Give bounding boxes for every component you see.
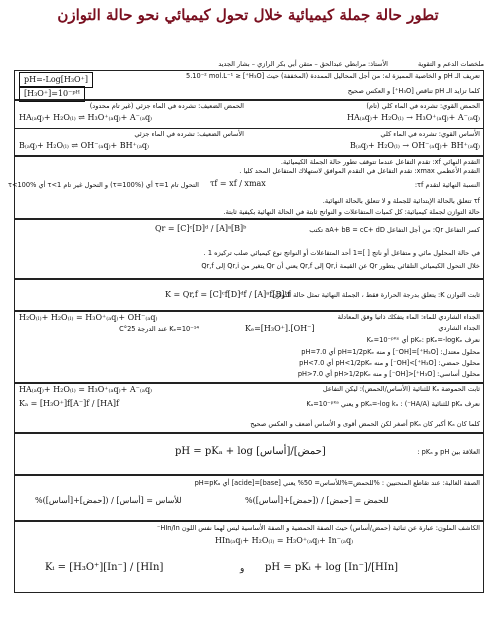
indicator-ph-formula: pH = pKᵢ + log [In⁻]/[HIn] (265, 562, 399, 573)
and-word: و (240, 564, 245, 574)
indicator-equation: HIn₍ₐq₎+ H₂O₍ₗ₎ = H₃O⁺₍ₐq₎+ In⁻₍ₐq₎ (215, 536, 354, 545)
dominant-species: الصفة الغالبة: عند تقاطع المنحنيين : %للحمض=%للأساس= 50% يعني [base]=[acide] أي pH=pKₐ (194, 479, 480, 487)
constant-def: ثابت التوازن K: يتعلق بدرجة الحرارة فقط ، الجملة النهائية تمثل حالة التوازن (271, 291, 480, 299)
ke-label: الجداء الشاردي (438, 324, 480, 332)
equilibrium-state: حالة التوازن لجملة كيميائية: كل كميات المتفاعلات و النواتج ثابتة في الحالة النهائية بكيفية ثابتة. (223, 208, 480, 216)
pke-def: نعرف pKₑ: pKₑ=-logKₑ أي Kₑ=10⁻ᵖᴷᵉ (366, 336, 480, 344)
ph-trend: كلما تزايد الـ pH تناقص [H₃O⁺] و العكس صحيح (347, 87, 480, 95)
henderson-formula: pH = pKₐ + log [أساس]/[حمض] (175, 446, 326, 457)
ke-formula: Kₑ=[H₃O⁺].[OH⁻] (245, 324, 315, 333)
quotient-note-1: في حالة المحلول مائي و متفاعل أو ناتج [ ]=1 أحد المتفاعلات أو النواتج نوع كيميائي صلب تركيزه 1 . (203, 249, 480, 257)
neutral-solution: محلول معتدل: [H₃O⁺]=[OH⁻] و منه pH=1/2pKₑ أي pH=7.0 (301, 348, 480, 356)
ka-def: ثابت الحموضة Kₐ للثنائية (الأساس/الحمض): ليكن التفاعل (322, 385, 480, 393)
constant-formula: K = Qr,f = [C]ᶜf[D]ᵈf / [A]ᵃf[B]ᵇf (165, 290, 291, 299)
basic-solution: محلول أساسي: [H₃O⁺]<[OH⁻] و منه pH>1/2pKₑ أي pH>7.0 (297, 370, 480, 378)
quotient-def: كسر التفاعل Qr: من أجل التفاعل aA+ bB = cC+ dD تكتب (309, 226, 480, 234)
acidic-solution: محلول حمضي: [H₃O⁺]>[OH⁻] و منه pH<1/2pKₑ أي pH<7.0 (299, 359, 480, 367)
ph-definition: pH=-Log[H₃O⁺] (19, 72, 93, 88)
header-info (14, 60, 484, 68)
summary-label: ملخصات الدعم و التقوية (418, 60, 484, 68)
base-percentage: %للأساس = [أساس] / ([حمض]+[أساس]) (35, 496, 182, 505)
acid-percentage: %للحمض = [حمض] / ([حمض]+[أساس]) (245, 496, 389, 505)
pka-def: نعرف pKₐ للثنائية (HA/A⁻) : pKₐ=-log kₐ و يعني Kₐ=10⁻ᵖᴷᵃ (306, 400, 480, 408)
tau-dependence: τf تتعلق بالحالة الإبتدائية للجملة و لا تتعلق بالحالة النهائية. (322, 197, 480, 205)
ka-equation: HA₍ₐq₎+ H₂O₍ₗ₎ = H₃O⁺₍ₐq₎+ A⁻₍ₐq₎ (19, 385, 153, 394)
final-advancement: التقدم النهائي xf: تقدم التفاعل عندما تتوقف تطور حالة الجملة الكيميائية. (280, 158, 480, 166)
tau-label: النسبة النهائية لتقدم τf: (414, 181, 480, 189)
henderson-section (14, 433, 484, 475)
indicator-ki-formula: Kᵢ = [H₃O⁺][In⁻] / [HIn] (45, 562, 164, 573)
tau-formula: τf = xf / xmax (210, 179, 266, 188)
ka-strength-relation: كلما كان Kₐ أكبر كان pKₐ أصغر لكن الحمض أقوى و الأساس أضعف و العكس صحيح (250, 420, 480, 428)
strong-base-equation: B₍ₐq₎+ H₂O₍ₗ₎ → OH⁻₍ₐq₎+ BH⁺₍ₐq₎ (349, 141, 480, 150)
document-title: تطور حالة جملة كيميائية خلال تحول كيميائي نحو حالة التوازن (57, 6, 439, 24)
ke-value: Kₑ=10⁻¹⁴ عند الدرجة 25°C (119, 325, 199, 333)
quotient-note-2: خلال التحول الكيميائي التلقائي يتطور Qr عن القيمة Qr,i إلى Qr,f يعني أن Qr يتغير من Qr,i إلى Qr,f (201, 262, 480, 270)
water-equation: H₂O₍ₗ₎+ H₂O₍ₗ₎ = H₃O⁺₍ₐq₎+ OH⁻₍ₐq₎ (19, 313, 158, 322)
quotient-section (14, 219, 484, 279)
ph-section-desc: من أجل المحاليل الممددة (المخففة) حيث [H₃O⁺] ≤ 5.10⁻² mol.L⁻¹ (186, 72, 381, 80)
max-advancement: التقدم الأعظمي xmax: تقدم التفاعل في التقدم الموافق لاستهلاك المتفاعل المحد كليا . (239, 167, 480, 175)
weak-acid-text: الحمض الضعيف: تشرده في الماء جزئي (غير تام محدود) (89, 102, 244, 110)
percentages-section (14, 475, 484, 521)
teacher-info: الأستاذ: مرابطي عبدالحق – متقن أبي بكر الرازي – بشار الجديد (218, 60, 388, 68)
water-autoprotolysis: الجداء الشاردي للماء: الماء يتفكك ذاتيا وفق المعادلة (337, 313, 480, 321)
quotient-formula: Qr = [C]ᶜ[D]ᵈ / [A]ᵃ[B]ᵇ (155, 224, 247, 233)
tau-values: التحول تام τ=1 أي (τ=100%) و التحول غير تام τ<1 أي τ<100% (7, 181, 199, 189)
indicator-def: الكاشف الملون: عبارة عن ثنائية (حمض/أساس) حيث الصفة الحمضية و الصفة الأساسية ليس لهما نفس اللون HIn/In⁻ (156, 524, 480, 532)
ph-conc-definition: [H₃O⁺]=10⁻ᵖᴴ (19, 86, 85, 102)
indicator-section (14, 521, 484, 593)
ka-formula: Kₐ = [H₃O⁺]f[A⁻]f / [HA]f (19, 399, 119, 408)
weak-acid-equation: HA₍ₐq₎+ H₂O₍ₗ₎ ⇌ H₃O⁺₍ₐq₎+ A⁻₍ₐq₎ (19, 113, 153, 122)
ka-section (14, 383, 484, 433)
advancement-section (7, 156, 484, 219)
constant-section (14, 279, 484, 311)
henderson-label: العلاقة بين pH و pKₐ : (417, 448, 480, 456)
water-section (14, 311, 484, 383)
weak-base-equation: B₍ₐq₎+ H₂O₍ₗ₎ ⇌ OH⁻₍ₐq₎+ BH⁺₍ₐq₎ (19, 141, 150, 150)
strong-acid-text: الحمض القوي: تشرده في الماء كلي (تام) (366, 102, 480, 110)
ph-section-title: تعريف الـ pH و الخاصية المميزة له: (382, 72, 480, 80)
acids-bases-section (14, 100, 484, 156)
weak-base-text: الأساس الضعيف: تشرده في الماء جزئي (134, 130, 244, 138)
strong-acid-equation: HA₍ₐq₎+ H₂O₍ₗ₎ → H₃O⁺₍ₐq₎+ A⁻₍ₐq₎ (346, 113, 480, 122)
strong-base-text: الأساس القوي: تشرده في الماء كلي (380, 130, 480, 138)
ph-section (14, 70, 484, 100)
